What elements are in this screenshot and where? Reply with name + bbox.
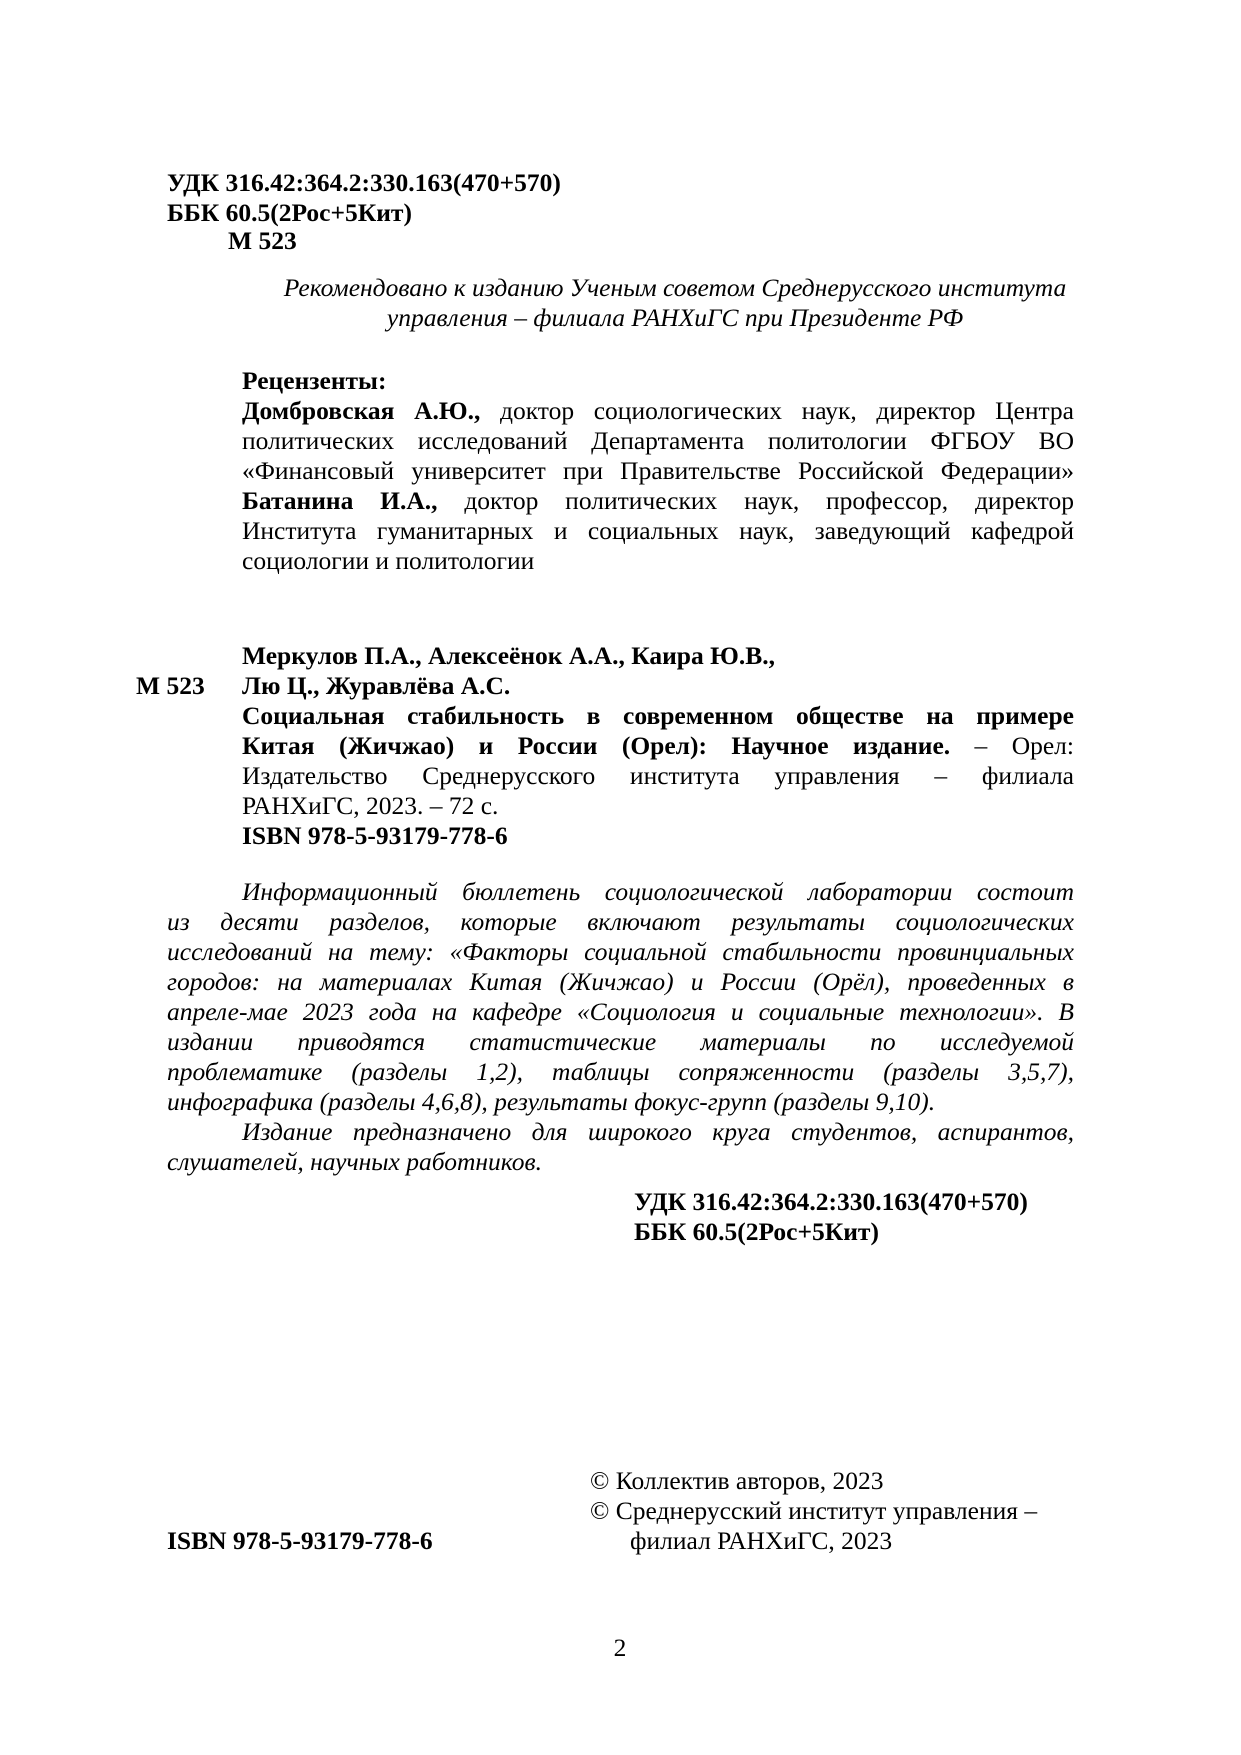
reviewer-2-line-1-rest: доктор политических наук, профессор, директор bbox=[464, 486, 1074, 515]
publisher-line-2: РАНХиГС, 2023. – 72 с. bbox=[242, 791, 499, 820]
bottom-isbn: ISBN 978-5-93179-778-6 bbox=[167, 1526, 433, 1555]
bbk-code: ББК 60.5(2Рос+5Кит) bbox=[167, 198, 412, 227]
reviewer-1-name: Домбровская А.Ю., bbox=[242, 396, 481, 425]
abstract-p2-line-1: Издание предназначено для широкого круга студентов, аспирантов, bbox=[242, 1117, 1074, 1146]
reviewers-heading: Рецензенты: bbox=[242, 366, 387, 395]
abstract-line-7: проблематике (разделы 1,2), таблицы сопряженности (разделы 3,5,7), bbox=[167, 1057, 1074, 1086]
abstract-line-5: апреле-мае 2023 года на кафедре «Социология и социальные технологии». В bbox=[167, 997, 1074, 1026]
reviewer-1-line-2: политических исследований Департамента политологии ФГБОУ ВО bbox=[242, 426, 1074, 455]
abstract-line-1: Информационный бюллетень социологической лаборатории состоит bbox=[242, 877, 1074, 906]
reviewer-2-name: Батанина И.А., bbox=[242, 486, 438, 515]
book-title-rest: – Орел: bbox=[974, 731, 1074, 760]
abstract-line-8: инфографика (разделы 4,6,8), результаты фокус-групп (разделы 9,10). bbox=[167, 1087, 936, 1116]
reviewer-2-line-3: социологии и политологии bbox=[242, 546, 535, 575]
book-title-bold: Китая (Жичжао) и России (Орел): Научное издание. bbox=[242, 731, 951, 760]
reviewer-2-line-2: Института гуманитарных и социальных наук, заведующий кафедрой bbox=[242, 516, 1074, 545]
publisher-line-1: Издательство Среднерусского института управления – филиала bbox=[242, 761, 1074, 790]
abstract-line-3: исследований на тему: «Факторы социальной стабильности провинциальных bbox=[167, 937, 1074, 966]
reviewer-1-line-1 bbox=[242, 395, 1074, 427]
bibliographic-sign: М 523 bbox=[136, 671, 205, 700]
footer-udk-code: УДК 316.42:364.2:330.163(470+570) bbox=[634, 1187, 1028, 1216]
copyright-line-2: © Среднерусский институт управления – bbox=[590, 1496, 1038, 1525]
reviewer-1-line-1-rest: доктор социологических наук, директор Центра bbox=[500, 396, 1075, 425]
reviewer-2-line-1 bbox=[242, 485, 1074, 517]
abstract-p2-line-2: слушателей, научных работников. bbox=[167, 1147, 542, 1176]
book-title-line-2 bbox=[242, 730, 1074, 762]
page-number: 2 bbox=[613, 1633, 627, 1662]
abstract-line-6: издании приводятся статистические материалы по исследуемой bbox=[167, 1027, 1074, 1056]
abstract-line-2: из десяти разделов, которые включают результаты социологических bbox=[167, 907, 1074, 936]
author-sign: М 523 bbox=[228, 226, 297, 255]
footer-bbk-code: ББК 60.5(2Рос+5Кит) bbox=[634, 1217, 879, 1246]
abstract-line-4: городов: на материалах Китая (Жичжао) и России (Орёл), проведенных в bbox=[167, 967, 1074, 996]
authors-line-2: Лю Ц., Журавлёва А.С. bbox=[242, 671, 511, 700]
copyright-line-1: © Коллектив авторов, 2023 bbox=[590, 1466, 884, 1495]
isbn-record: ISBN 978-5-93179-778-6 bbox=[242, 821, 508, 850]
reviewer-1-line-3: «Финансовый университет при Правительстве Российской Федерации» bbox=[242, 456, 1074, 485]
authors-line-1: Меркулов П.А., Алексеёнок А.А., Каира Ю.В., bbox=[242, 641, 775, 670]
book-title-line-1: Социальная стабильность в современном обществе на примере bbox=[242, 701, 1074, 730]
recommendation-line-1: Рекомендовано к изданию Ученым советом Среднерусского института bbox=[283, 273, 1067, 302]
recommendation-line-2: управления – филиала РАНХиГС при Президенте РФ bbox=[386, 303, 964, 332]
copyright-line-3: филиал РАНХиГС, 2023 bbox=[630, 1526, 893, 1555]
udk-code: УДК 316.42:364.2:330.163(470+570) bbox=[167, 168, 561, 197]
